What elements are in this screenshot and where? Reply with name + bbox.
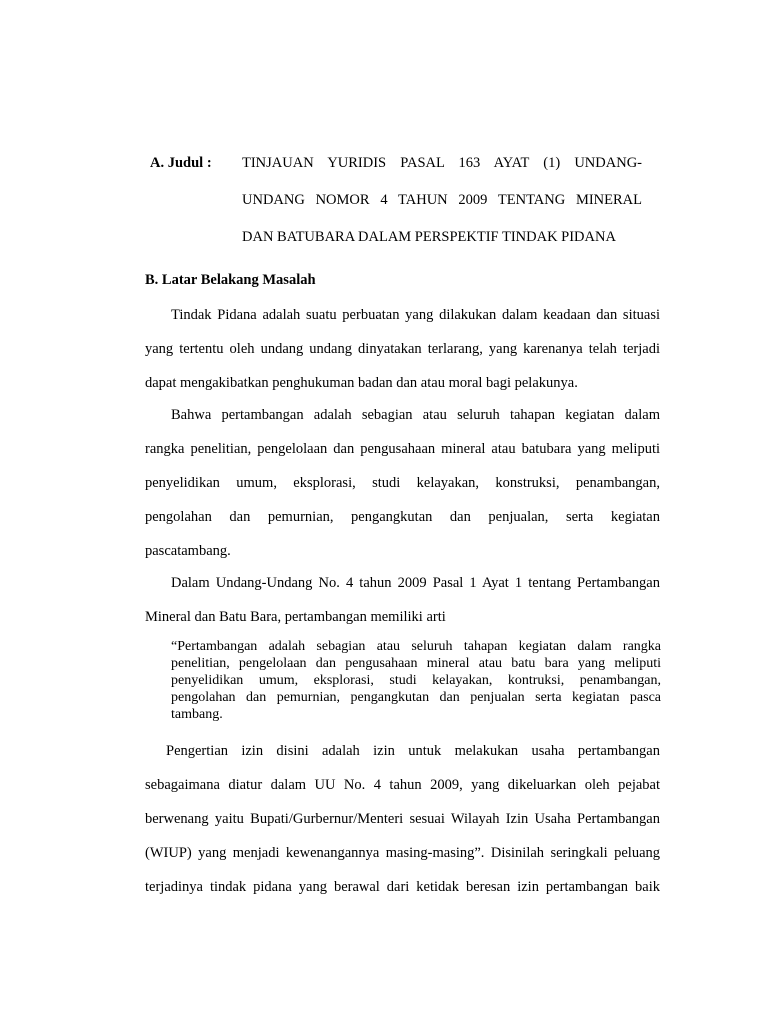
- section-heading: B. Latar Belakang Masalah: [145, 272, 316, 288]
- title-text: [242, 152, 642, 263]
- paragraph-line: Mineral dan Batu Bara, pertambangan memiliki arti: [145, 609, 446, 625]
- quote-line: tambang.: [171, 707, 223, 722]
- paragraph-line: berwenang yaitu Bupati/Gurbernur/Menteri sesuai Wilayah Izin Usaha Pertambangan: [145, 811, 660, 827]
- title-line-1: TINJAUAN YURIDIS PASAL 163 AYAT (1) UNDANG-: [242, 155, 642, 171]
- paragraph-4: [145, 740, 660, 898]
- quote-line: penyelidikan umum, eksplorasi, studi kelayakan, kontruksi, penambangan,: [171, 673, 661, 688]
- paragraph-line: Pengertian izin disini adalah izin untuk melakukan usaha pertambangan: [166, 743, 660, 759]
- paragraph-line: dapat mengakibatkan penghukuman badan dan atau moral bagi pelakunya.: [145, 375, 578, 391]
- block-quote: [171, 638, 661, 723]
- paragraph-line: pascatambang.: [145, 543, 231, 559]
- paragraph-3: [145, 572, 660, 628]
- title-line-3: DAN BATUBARA DALAM PERSPEKTIF TINDAK PIDANA: [242, 229, 616, 245]
- title-label: A. Judul :: [150, 155, 212, 171]
- quote-line: “Pertambangan adalah sebagian atau seluruh tahapan kegiatan dalam rangka: [171, 639, 661, 654]
- title-line-2: UNDANG NOMOR 4 TAHUN 2009 TENTANG MINERAL: [242, 192, 642, 208]
- paragraph-line: (WIUP) yang menjadi kewenangannya masing-masing”. Disinilah seringkali peluang: [145, 845, 660, 861]
- quote-line: pengolahan dan pemurnian, pengangkutan dan penjualan serta kegiatan pasca: [171, 690, 661, 705]
- paragraph-line: penyelidikan umum, eksplorasi, studi kelayakan, konstruksi, penambangan,: [145, 475, 660, 491]
- paragraph-line: terjadinya tindak pidana yang berawal dari ketidak beresan izin pertambangan baik: [145, 879, 660, 895]
- paragraph-line: rangka penelitian, pengelolaan dan pengusahaan mineral atau batubara yang meliputi: [145, 441, 660, 457]
- paragraph-line: sebagaimana diatur dalam UU No. 4 tahun 2009, yang dikeluarkan oleh pejabat: [145, 777, 660, 793]
- quote-line: penelitian, pengelolaan dan pengusahaan mineral atau batu bara yang meliputi: [171, 656, 661, 671]
- paragraph-line: yang tertentu oleh undang undang dinyatakan terlarang, yang karenanya telah terjadi: [145, 341, 660, 357]
- paragraph-line: Bahwa pertambangan adalah sebagian atau seluruh tahapan kegiatan dalam: [171, 407, 660, 423]
- paragraph-line: pengolahan dan pemurnian, pengangkutan dan penjualan, serta kegiatan: [145, 509, 660, 525]
- paragraph-1: [145, 304, 660, 394]
- paragraph-line: Tindak Pidana adalah suatu perbuatan yang dilakukan dalam keadaan dan situasi: [171, 307, 660, 323]
- paragraph-line: Dalam Undang-Undang No. 4 tahun 2009 Pasal 1 Ayat 1 tentang Pertambangan: [171, 575, 660, 591]
- paragraph-2: [145, 404, 660, 562]
